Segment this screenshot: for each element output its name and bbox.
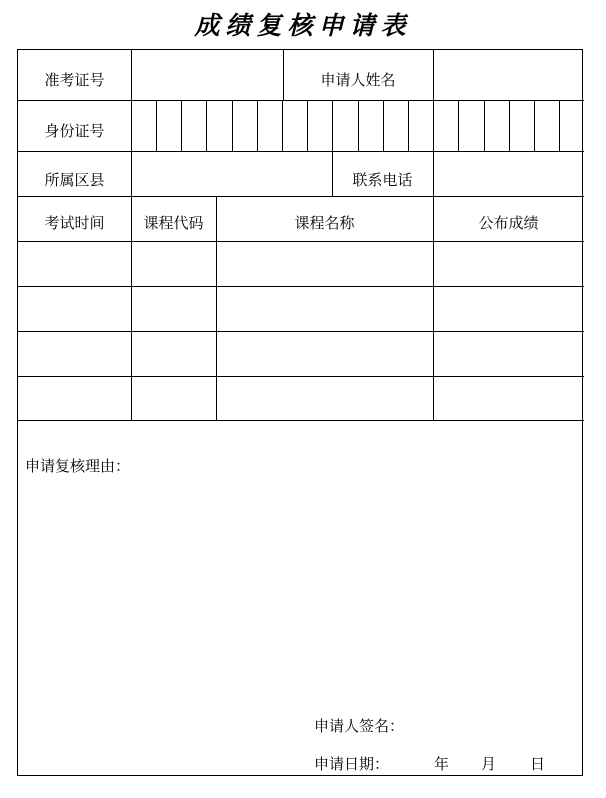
row-divider (18, 331, 584, 332)
id-digit-divider (232, 100, 233, 151)
id-digit-divider (131, 100, 132, 151)
id-digit-divider (458, 100, 459, 151)
id-digit-divider (206, 100, 207, 151)
id-digit-divider (156, 100, 157, 151)
id-digit-divider (408, 100, 409, 151)
id-digit-divider (509, 100, 510, 151)
row-divider (18, 100, 584, 101)
id-digit-divider (332, 100, 333, 151)
id-digit-divider (484, 100, 485, 151)
date-month: 月 (481, 755, 497, 773)
id-digit-divider (257, 100, 258, 151)
review-reason-label: 申请复核理由： (25, 457, 131, 475)
phone-label: 联系电话 (352, 171, 413, 189)
row-divider (18, 376, 584, 377)
col-divider (131, 50, 132, 100)
id-digit-divider (383, 100, 384, 151)
date-label: 申请日期： (314, 755, 390, 773)
row-divider (18, 196, 584, 197)
id-digit-divider (282, 100, 283, 151)
row-divider (18, 151, 584, 152)
col-divider (433, 151, 434, 196)
exam-time-header: 考试时间 (44, 214, 105, 232)
id-digit-divider (433, 100, 434, 151)
row-divider (18, 286, 584, 287)
district-label: 所属区县 (44, 171, 105, 189)
published-score-header: 公布成绩 (478, 214, 539, 232)
id-digit-divider (358, 100, 359, 151)
row-divider (18, 241, 584, 242)
date-day: 日 (530, 755, 546, 773)
review-application-form (17, 49, 583, 776)
id-digit-divider (307, 100, 308, 151)
id-card-label: 身份证号 (44, 122, 105, 140)
id-digit-divider (181, 100, 182, 151)
col-divider (131, 151, 132, 196)
row-divider (18, 420, 584, 421)
id-digit-divider (534, 100, 535, 151)
date-year: 年 (434, 755, 450, 773)
form-title: 成绩复核申请表 (194, 11, 412, 40)
course-name-header: 课程名称 (294, 214, 355, 232)
id-digit-divider (559, 100, 560, 151)
exam-id-label: 准考证号 (44, 71, 105, 89)
applicant-name-label: 申请人姓名 (320, 71, 396, 89)
course-code-header: 课程代码 (143, 214, 204, 232)
signature-label: 申请人签名： (314, 717, 405, 735)
col-divider (433, 50, 434, 100)
